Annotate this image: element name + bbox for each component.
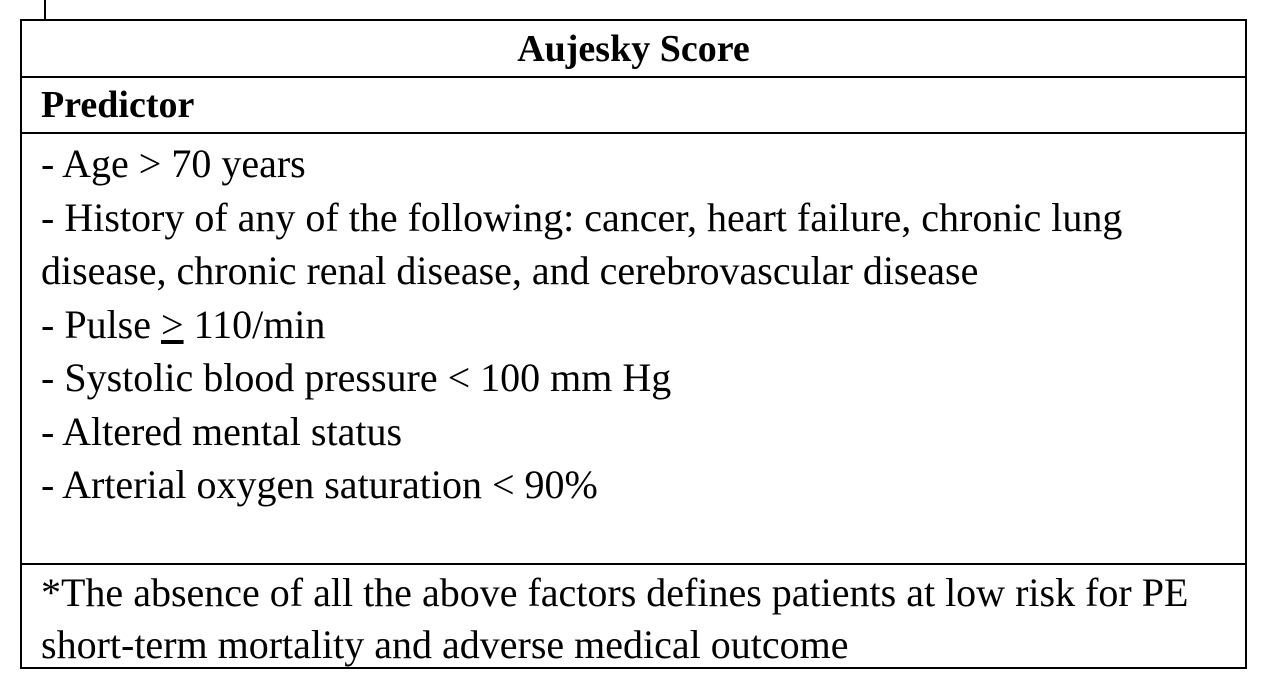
predictor-age xyxy=(41,137,1245,191)
predictor-history-text: - History of any of the following: cancer, heart failure, chronic lung disease, chronic renal disease, and cerebrovascular disease xyxy=(41,194,1123,293)
predictor-history xyxy=(41,191,1226,298)
predictor-blood-pressure xyxy=(41,351,1245,405)
predictor-header-row xyxy=(22,78,1245,134)
predictor-list-row xyxy=(22,134,1245,565)
predictor-oxygen-saturation xyxy=(41,458,1245,512)
predictor-pulse xyxy=(41,298,1245,352)
predictor-pulse-prefix: - Pulse xyxy=(41,301,161,347)
predictor-oxygen-saturation-text: - Arterial oxygen saturation < 90% xyxy=(41,462,598,507)
predictor-blood-pressure-text: - Systolic blood pressure < 100 mm Hg xyxy=(41,355,672,400)
predictor-pulse-suffix: 110/min xyxy=(183,301,326,347)
predictor-age-text: - Age > 70 years xyxy=(41,141,306,186)
predictor-mental-status-text: - Altered mental status xyxy=(41,408,403,454)
footnote-row xyxy=(22,565,1245,669)
document-margin-mark xyxy=(44,0,46,20)
table-title-row xyxy=(22,21,1245,78)
table-title: Aujesky Score xyxy=(517,28,750,70)
predictor-pulse-symbol: > xyxy=(161,301,184,347)
predictor-list xyxy=(22,134,1245,512)
predictor-header: Predictor xyxy=(41,84,195,126)
predictor-mental-status xyxy=(41,405,1245,459)
footnote: *The absence of all the above factors defines patients at low risk for PE short-term mortality and adverse medical outcome xyxy=(41,570,1189,667)
aujesky-score-table xyxy=(20,19,1247,669)
